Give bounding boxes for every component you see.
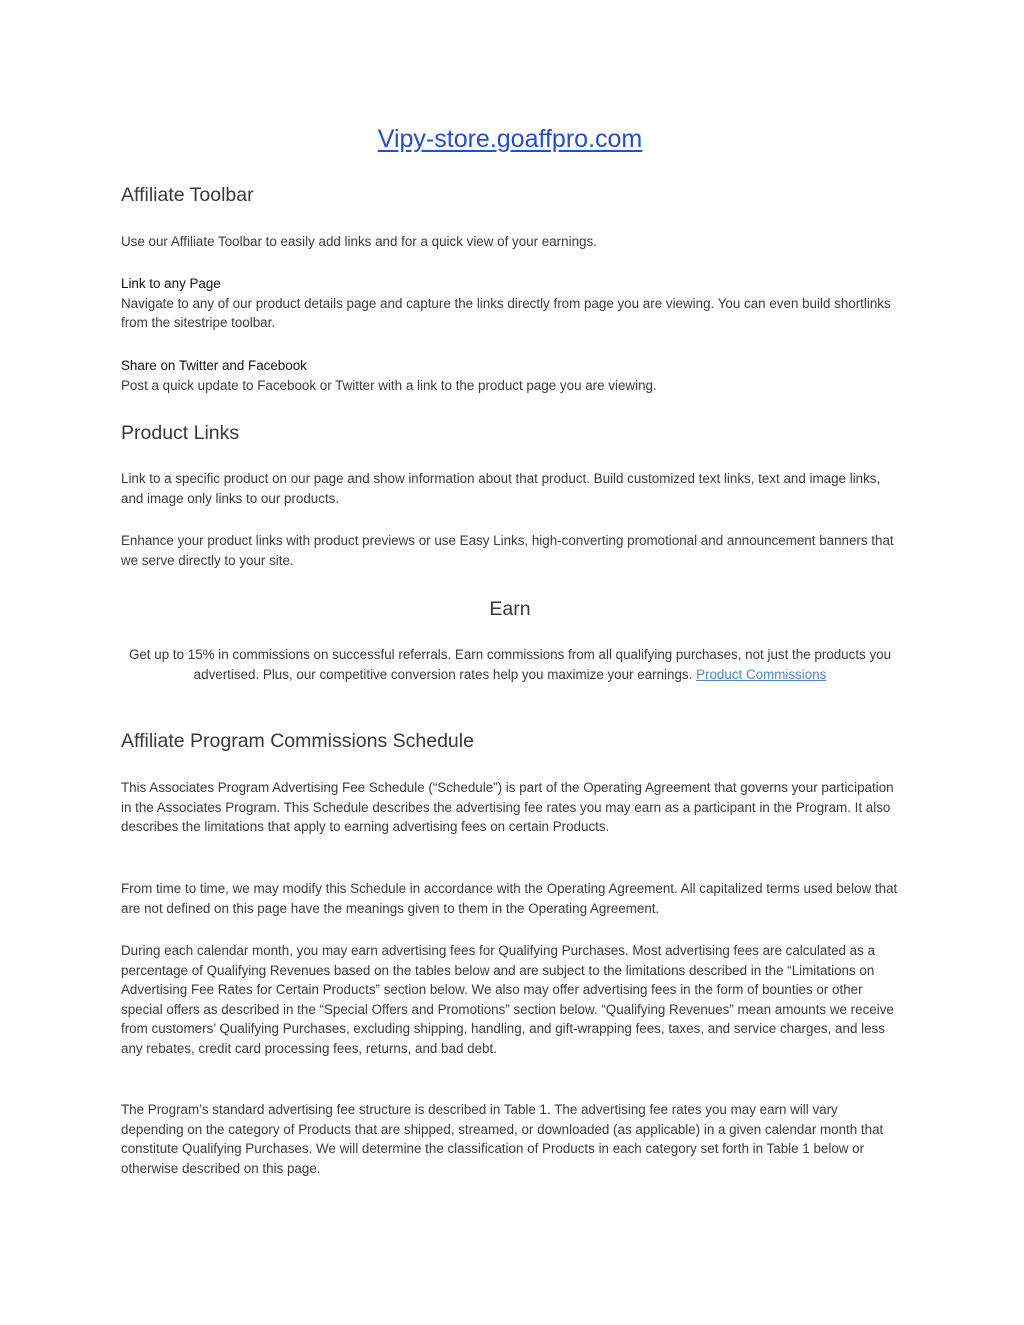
earn-paragraph (121, 645, 899, 684)
share-text: Post a quick update to Facebook or Twitter with a link to the product page you are viewing. (121, 377, 657, 393)
link-to-any-page-title: Link to any Page (121, 276, 221, 291)
schedule-paragraph-4: The Program’s standard advertising fee structure is described in Table 1. The advertising fee rates you may earn will vary depending on the category of Products that are shipped, streamed, or downloaded (as applicable) in a given calendar month that constitute Qualifying Purchases. We will determine the classification of Products in each category set forth in Table 1 below or otherwise described on this page. (121, 1102, 884, 1176)
schedule-paragraph-3: During each calendar month, you may earn advertising fees for Qualifying Purchases. Most advertising fees are calculated as a percentage of Qualifying Revenues based on the tables below and are subject to the limitations described in the “Limitations on Advertising Fee Rates for Certain Products” section below. We also may offer advertising fees in the form of bounties or other special offers as described in the “Special Offers and Promotions” section below. “Qualifying Revenues” mean amounts we receive from customers’ Qualifying Purchases, excluding shipping, handling, and gift-wrapping fees, taxes, and service charges, and less any rebates, credit card processing fees, returns, and bad debt. (121, 943, 894, 1056)
affiliate-toolbar-heading: Affiliate Toolbar (121, 184, 254, 206)
earn-heading: Earn (489, 598, 531, 620)
share-title: Share on Twitter and Facebook (121, 358, 307, 373)
product-links-heading: Product Links (121, 422, 240, 444)
product-links-paragraph-1: Link to a specific product on our page and show information about that product. Build customized text links, text and image links, and image only links to our products. (121, 471, 881, 506)
link-to-any-page-text: Navigate to any of our product details page and capture the links directly from page you are viewing. You can even build shortlinks from the sitestripe toolbar. (121, 295, 891, 331)
schedule-paragraph-1: This Associates Program Advertising Fee Schedule (“Schedule”) is part of the Operating Agreement that governs your participation in the Associates Program. This Schedule describes the advertising fee rates you may earn as a participant in the Program. It also describes the limitations that apply to earning advertising fees on certain Products. (121, 780, 894, 835)
product-commissions-link[interactable]: Product Commissions (696, 666, 827, 682)
earn-text: Get up to 15% in commissions on successful referrals. Earn commissions from all qualifying purchases, not just the products you advertised. Plus, our competitive conversion rates help you maximize your earnings. (128, 647, 892, 682)
affiliate-toolbar-intro: Use our Affiliate Toolbar to easily add links and for a quick view of your earnings. (121, 234, 597, 249)
product-links-paragraph-2: Enhance your product links with product previews or use Easy Links, high-converting promotional and announcement banners that we serve directly to your site. (121, 533, 894, 568)
share-section (121, 356, 899, 395)
link-to-any-page-section (121, 274, 899, 333)
schedule-paragraph-2: From time to time, we may modify this Schedule in accordance with the Operating Agreement. All capitalized terms used below that are not defined on this page have the meanings given to them in the Operating Agreement. (121, 881, 898, 916)
commissions-schedule-heading: Affiliate Program Commissions Schedule (121, 730, 474, 752)
site-title-link[interactable]: Vipy-store.goaffpro.com (377, 125, 643, 153)
